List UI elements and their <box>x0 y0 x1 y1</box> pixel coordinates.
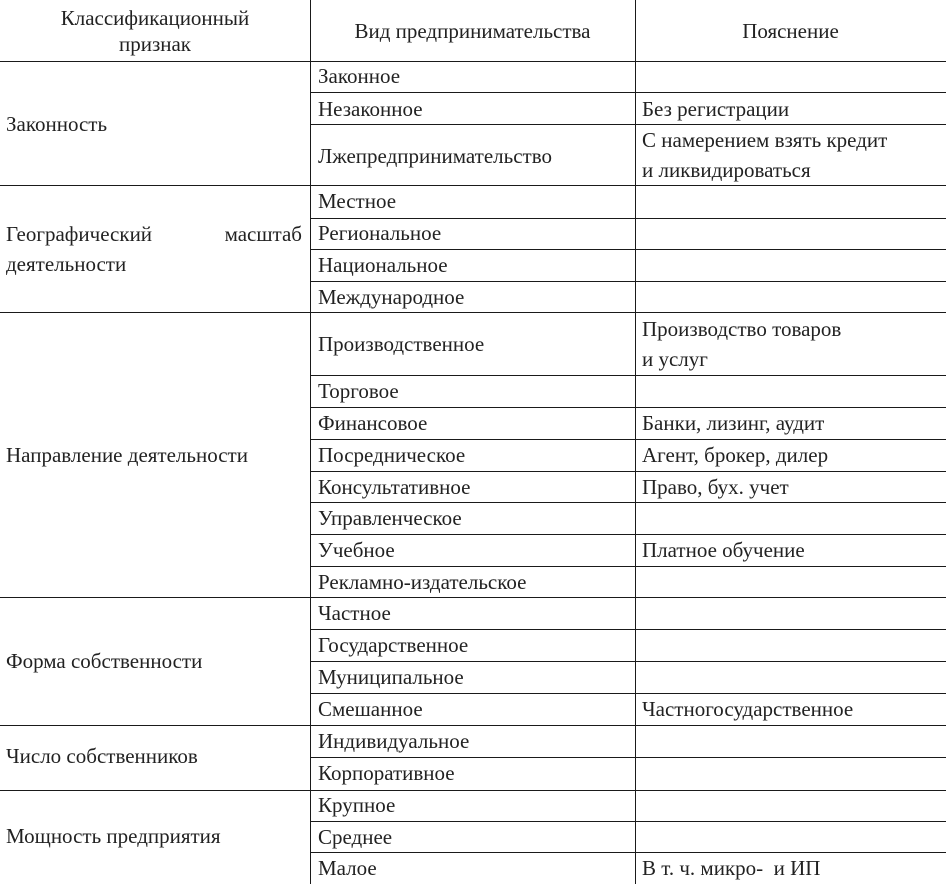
note-cell: и ликвидироваться <box>642 158 811 182</box>
type-cell: Индивидуальное <box>318 729 470 753</box>
group-label-owners-count: Число собственников <box>6 744 198 768</box>
group-label-ownership-form: Форма собственности <box>6 649 203 673</box>
type-cell: Среднее <box>318 825 393 849</box>
row-divider <box>310 821 946 822</box>
group-divider <box>0 790 946 791</box>
group-divider <box>0 185 946 186</box>
type-cell: Смешанное <box>318 697 423 721</box>
type-cell: Международное <box>318 285 465 309</box>
row-divider <box>310 92 946 93</box>
group-label-geography <box>6 219 302 249</box>
header-type: Вид предпринимательства <box>354 19 591 43</box>
type-cell: Местное <box>318 189 397 213</box>
note-cell: Без регистрации <box>642 97 790 121</box>
type-cell: Консультативное <box>318 475 471 499</box>
type-cell: Региональное <box>318 221 442 245</box>
note-cell: С намерением взять кредит <box>642 128 888 152</box>
note-cell: Агент, брокер, дилер <box>642 443 829 467</box>
col-divider-2 <box>635 0 636 884</box>
type-cell: Законное <box>318 64 401 88</box>
note-cell: В т. ч. микро- и ИП <box>642 856 821 880</box>
type-cell: Корпоративное <box>318 761 455 785</box>
note-cell: Производство товаров <box>642 317 842 341</box>
row-divider <box>310 534 946 535</box>
type-cell: Крупное <box>318 793 396 817</box>
type-cell: Национальное <box>318 253 448 277</box>
type-cell: Незаконное <box>318 97 423 121</box>
type-cell: Торговое <box>318 379 399 403</box>
note-cell: Право, бух. учет <box>642 475 789 499</box>
type-cell: Частное <box>318 601 391 625</box>
type-cell: Рекламно-издательское <box>318 570 527 594</box>
row-divider <box>310 852 946 853</box>
group-divider <box>0 597 946 598</box>
group-label-geography-word1: Географический <box>6 222 153 246</box>
type-cell: Посредническое <box>318 443 466 467</box>
type-cell: Финансовое <box>318 411 428 435</box>
header-criterion <box>0 3 310 59</box>
group-label-activity: Направление деятельности <box>6 443 248 467</box>
type-cell: Учебное <box>318 538 395 562</box>
note-cell: Банки, лизинг, аудит <box>642 411 825 435</box>
group-label-geography-line2: деятельности <box>6 252 127 276</box>
note-cell: Частногосударственное <box>642 697 854 721</box>
note-cell: и услуг <box>642 347 708 371</box>
col-divider-1 <box>310 0 311 884</box>
row-divider <box>310 375 946 376</box>
type-cell: Управленческое <box>318 506 462 530</box>
type-cell: Муниципальное <box>318 665 464 689</box>
group-divider <box>0 312 946 313</box>
type-cell: Производственное <box>318 332 485 356</box>
header-note: Пояснение <box>742 19 839 43</box>
group-divider <box>0 725 946 726</box>
note-cell: Платное обучение <box>642 538 805 562</box>
type-cell: Лжепредпринимательство <box>318 144 552 168</box>
group-label-capacity: Мощность предприятия <box>6 824 221 848</box>
group-label-geography-word2: масштаб <box>224 222 302 246</box>
type-cell: Государственное <box>318 633 469 657</box>
header-bottom-border <box>0 61 946 62</box>
type-cell: Малое <box>318 856 377 880</box>
header-criterion-line2: признак <box>118 32 192 56</box>
header-criterion-line1: Классификационный <box>60 6 250 30</box>
group-label-legality: Законность <box>6 112 108 136</box>
